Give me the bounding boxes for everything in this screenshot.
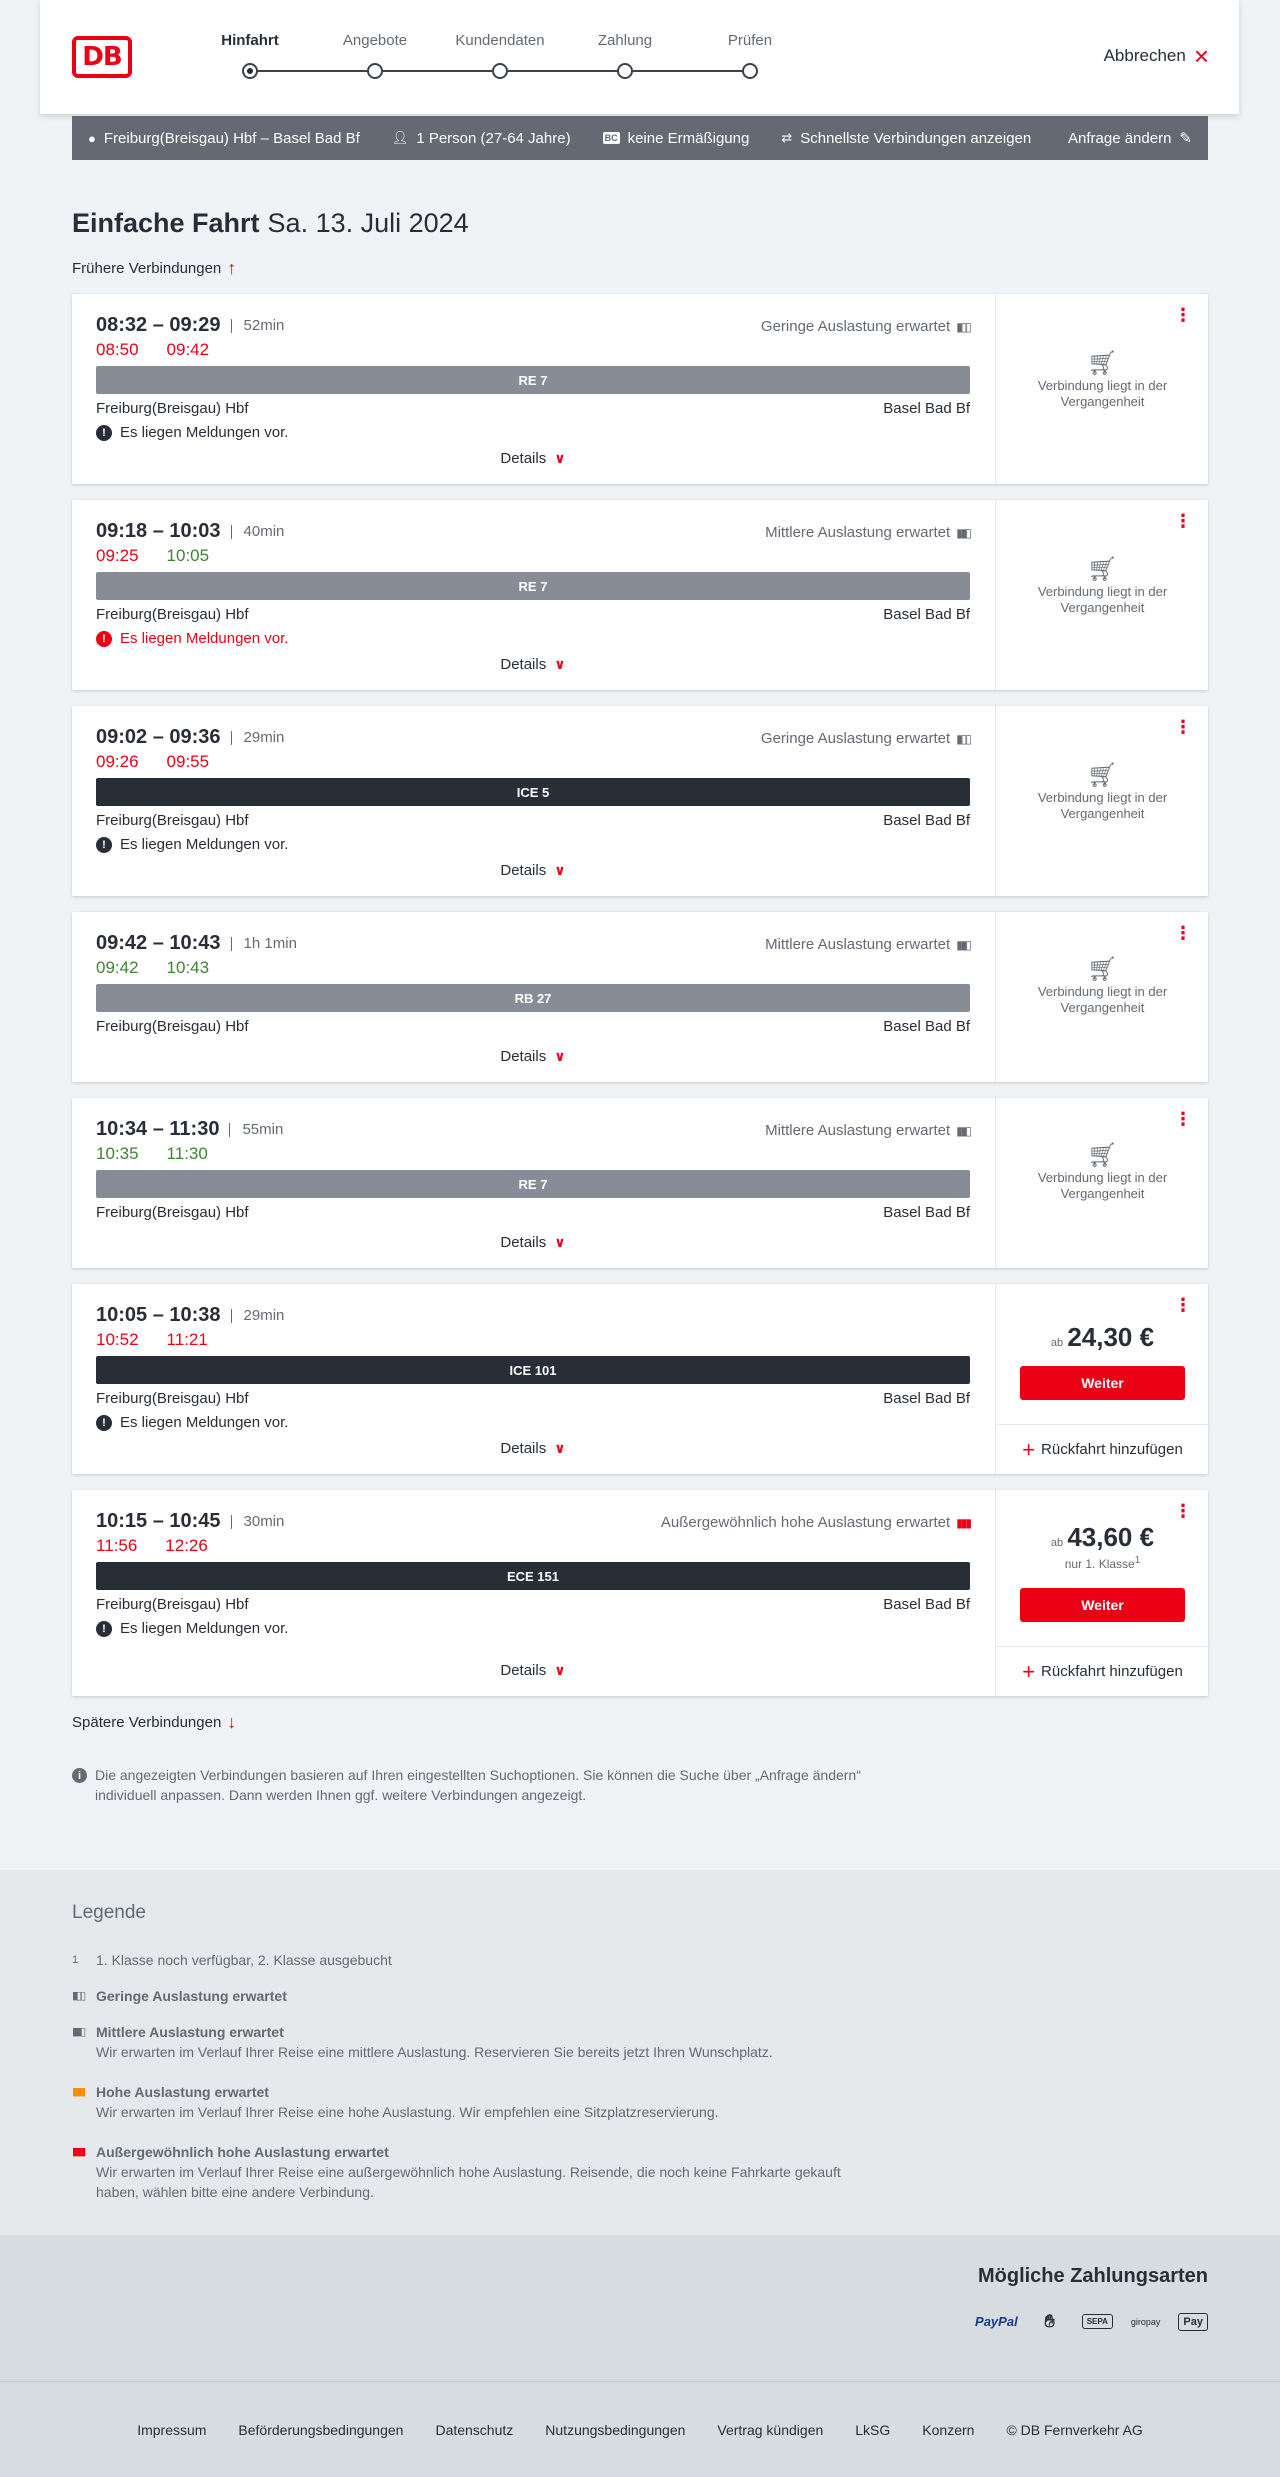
notice-message	[96, 630, 288, 647]
legend-row-title: Außergewöhnlich hohe Auslastung erwartet	[96, 2144, 389, 2160]
realtime-times	[96, 752, 209, 772]
load-text: Mittlere Auslastung erwartet	[765, 524, 951, 541]
chevron-down-icon: ∨	[554, 1662, 566, 1678]
realtime-departure: 09:25	[96, 546, 139, 565]
chevron-down-icon: ∨	[554, 656, 566, 672]
notice-text: Es liegen Meldungen vor.	[120, 1414, 289, 1431]
trip-type: Einfache Fahrt	[72, 208, 260, 238]
planned-time-range: 10:34 – 11:30	[96, 1118, 220, 1140]
arrival-station: Basel Bad Bf	[883, 606, 970, 623]
step-label: Kundendaten	[455, 32, 545, 49]
step-angebote	[305, 32, 445, 54]
past-text: Verbindung liegt in der Vergangenheit	[1037, 790, 1168, 821]
step-kundendaten	[430, 32, 570, 54]
exclamation-icon: !	[96, 425, 112, 441]
notice-text: Es liegen Meldungen vor.	[120, 630, 289, 647]
load-indicator	[761, 730, 970, 747]
realtime-arrival: 11:30	[166, 1144, 208, 1163]
plus-icon: +	[1022, 1436, 1036, 1462]
details-label: Details	[500, 1440, 547, 1457]
realtime-arrival: 12:26	[165, 1536, 208, 1555]
cancel-button[interactable]	[1103, 41, 1209, 71]
connection-card	[72, 1284, 1208, 1474]
legend-row	[72, 2022, 872, 2062]
load-indicator	[765, 936, 970, 953]
planned-time-range: 08:32 – 09:29	[96, 314, 221, 336]
discount-text: keine Ermäßigung	[627, 129, 750, 147]
payment-methods	[0, 2235, 1280, 2381]
connection-info[interactable]	[96, 1098, 970, 1268]
apple-pay-label: Pay	[1183, 2315, 1203, 2328]
connection-card	[72, 1098, 1208, 1268]
planned-times	[96, 1304, 284, 1327]
legend-row	[72, 1986, 872, 2006]
arrival-station: Basel Bad Bf	[883, 1390, 970, 1407]
bahncard-icon: BC	[604, 133, 618, 143]
footer-link-vertrag-kuendigen[interactable]: Vertrag kündigen	[717, 2422, 824, 2438]
chevron-down-icon: ∨	[554, 1048, 566, 1064]
planned-times	[96, 726, 284, 749]
footer-link-lksg[interactable]: LkSG	[855, 2422, 891, 2438]
train-line-bar[interactable]: ICE 5	[96, 778, 970, 806]
details-label: Details	[500, 1662, 547, 1679]
train-line-bar[interactable]: RE 7	[96, 1170, 970, 1198]
very-high-load-icon: ▮▮▮	[956, 1515, 970, 1530]
stations	[96, 1390, 970, 1407]
legend-row	[72, 2082, 872, 2122]
payment-icons	[975, 2311, 1208, 2332]
add-return-button[interactable]	[996, 1424, 1209, 1474]
step-label: Zahlung	[597, 32, 653, 49]
train-line-bar[interactable]: ICE 101	[96, 1356, 970, 1384]
more-options-icon[interactable]: ⋮	[1174, 1109, 1192, 1129]
cart-disabled-icon: 🛒︎	[1087, 350, 1118, 377]
medium-load-icon: ▮▮▯	[956, 1123, 970, 1138]
footer	[0, 2381, 1280, 2477]
weiter-button[interactable]: Weiter	[1020, 1366, 1185, 1400]
step-dot	[742, 63, 758, 79]
footer-link-konzern[interactable]: Konzern	[922, 2422, 975, 2438]
booking-stepper	[180, 32, 773, 82]
realtime-arrival: 09:55	[166, 752, 210, 771]
cart-disabled-icon: 🛒︎	[1087, 956, 1118, 983]
realtime-departure: 09:26	[96, 752, 139, 771]
past-text: Verbindung liegt in der Vergangenheit	[1037, 984, 1168, 1015]
planned-times	[96, 932, 297, 955]
arrival-station: Basel Bad Bf	[883, 1204, 970, 1221]
connection-info[interactable]	[96, 706, 970, 896]
class-note-footnote: 1	[1134, 1555, 1141, 1566]
footer-links	[0, 2422, 1280, 2438]
stations	[96, 400, 970, 417]
booking-panel	[995, 912, 1208, 1082]
notice-message	[96, 1414, 288, 1431]
high-load-icon: ▮▮▮	[72, 2086, 85, 2098]
duration: 1h 1min	[231, 937, 297, 951]
duration: 29min	[231, 1309, 285, 1323]
notice-message	[96, 836, 288, 853]
info-text: Die angezeigten Verbindungen basieren auf Ihren eingestellten Suchoptionen. Sie können die Suche über „Anfrage ändern“ individuell anpassen. Dann werden Ihnen ggf. weitere Verbindungen angezeigt.	[95, 1767, 861, 1803]
booking-panel	[995, 1490, 1208, 1696]
step-label: Prüfen	[727, 32, 773, 49]
person-icon: 👤︎	[391, 130, 409, 145]
pencil-icon: ✎	[1179, 130, 1192, 147]
past-text: Verbindung liegt in der Vergangenheit	[1037, 584, 1168, 615]
past-connection-notice	[996, 1142, 1209, 1202]
details-toggle[interactable]	[96, 450, 970, 467]
connection-info[interactable]	[96, 1284, 970, 1474]
class-note	[996, 1555, 1209, 1571]
more-options-icon[interactable]: ⋮	[1174, 717, 1192, 737]
connection-card	[72, 1490, 1208, 1696]
trip-date: Sa. 13. Juli 2024	[267, 208, 469, 238]
train-line-bar[interactable]: RB 27	[96, 984, 970, 1012]
past-connection-notice	[996, 556, 1209, 616]
legend-row-title: Geringe Auslastung erwartet	[96, 1988, 287, 2004]
low-load-icon: ▮▯▯	[956, 731, 970, 746]
stations	[96, 812, 970, 829]
load-text: Geringe Auslastung erwartet	[760, 730, 951, 747]
cart-disabled-icon: 🛒︎	[1087, 1142, 1118, 1169]
arrival-station: Basel Bad Bf	[883, 812, 970, 829]
step-hinfahrt[interactable]	[180, 32, 320, 54]
planned-times	[96, 1118, 283, 1141]
realtime-arrival: 09:42	[166, 340, 210, 359]
contactless-card-icon: ✋︎	[1044, 2311, 1055, 2331]
realtime-times	[96, 1330, 208, 1350]
footer-link-nutzungsbedingungen[interactable]: Nutzungsbedingungen	[545, 2422, 686, 2438]
realtime-arrival: 10:05	[166, 546, 210, 565]
later-label: Spätere Verbindungen	[72, 1714, 222, 1731]
details-label: Details	[500, 1048, 547, 1065]
price-prefix: ab	[1050, 1537, 1064, 1549]
step-dot	[617, 63, 633, 79]
load-text: Mittlere Auslastung erwartet	[765, 936, 951, 953]
arrival-station: Basel Bad Bf	[883, 1018, 970, 1035]
duration: 40min	[231, 525, 285, 539]
close-icon: ×	[1193, 41, 1209, 71]
route-summary[interactable]	[88, 130, 360, 147]
load-indicator	[761, 318, 970, 335]
step-label: Angebote	[342, 32, 408, 49]
more-options-icon[interactable]: ⋮	[1174, 1501, 1192, 1521]
legend-row	[72, 2142, 872, 2202]
step-zahlung	[555, 32, 695, 54]
persons-summary[interactable]	[392, 130, 571, 147]
legend-row-desc: Wir erwarten im Verlauf Ihrer Reise eine außergewöhnlich hohe Auslastung. Reisende, die noch keine Fahrkarte gekauft haben, wählen bitte eine andere Verbindung.	[96, 2164, 841, 2200]
departure-station: Freiburg(Breisgau) Hbf	[96, 1018, 249, 1035]
step-dot	[367, 63, 383, 79]
notice-text: Es liegen Meldungen vor.	[120, 424, 289, 441]
notice-message	[96, 1620, 288, 1637]
duration: 29min	[231, 731, 285, 745]
legend-row-title: Mittlere Auslastung erwartet	[96, 2024, 284, 2040]
price: 43,60 €	[1067, 1522, 1155, 1552]
footnote-marker: 1	[72, 1954, 79, 1966]
booking-panel	[995, 500, 1208, 690]
cart-disabled-icon: 🛒︎	[1087, 762, 1118, 789]
low-load-icon: ▮▯▯	[72, 1990, 85, 2002]
connection-card	[72, 706, 1208, 896]
earlier-label: Frühere Verbindungen	[72, 260, 222, 277]
connection-info[interactable]	[96, 1490, 970, 1696]
medium-load-icon: ▮▮▯	[956, 525, 970, 540]
legend-row	[72, 1950, 872, 1970]
more-options-icon[interactable]: ⋮	[1174, 1295, 1192, 1315]
planned-times	[96, 314, 284, 337]
cart-disabled-icon: 🛒︎	[1087, 556, 1118, 583]
step-label: Hinfahrt	[221, 32, 279, 49]
notice-message	[96, 424, 288, 441]
past-connection-notice	[996, 956, 1209, 1016]
stations	[96, 1596, 970, 1613]
load-text: Außergewöhnlich hohe Auslastung erwartet	[660, 1514, 951, 1531]
departure-station: Freiburg(Breisgau) Hbf	[96, 1204, 249, 1221]
earlier-connections-link[interactable]	[72, 258, 236, 279]
stations	[96, 606, 970, 623]
realtime-times	[96, 340, 209, 360]
realtime-departure: 10:35	[96, 1144, 139, 1163]
legend-row-title: Hohe Auslastung erwartet	[96, 2084, 269, 2100]
realtime-departure: 11:56	[96, 1536, 138, 1555]
medium-load-icon: ▮▮▯	[956, 937, 970, 952]
train-line-bar[interactable]: ECE 151	[96, 1562, 970, 1590]
notice-text: Es liegen Meldungen vor.	[120, 836, 289, 853]
price-block	[996, 1522, 1209, 1571]
plus-icon: +	[1022, 1658, 1036, 1684]
connection-info[interactable]	[96, 500, 970, 690]
booking-panel	[995, 706, 1208, 896]
low-load-icon: ▮▯▯	[956, 319, 970, 334]
load-text: Geringe Auslastung erwartet	[760, 318, 951, 335]
fastest-text: Schnellste Verbindungen anzeigen	[800, 129, 1032, 147]
change-request-button[interactable]	[1068, 129, 1192, 147]
planned-time-range: 09:42 – 10:43	[96, 932, 221, 954]
realtime-departure: 09:42	[96, 958, 139, 977]
legend-row-desc: Wir erwarten im Verlauf Ihrer Reise eine hohe Auslastung. Wir empfehlen eine Sitzplatzreservierung.	[96, 2104, 719, 2120]
fastest-summary[interactable]	[781, 130, 1031, 147]
price-prefix: ab	[1050, 1337, 1064, 1349]
chevron-down-icon: ∨	[554, 450, 566, 466]
details-toggle[interactable]	[96, 656, 970, 673]
realtime-arrival: 11:21	[166, 1330, 208, 1349]
departure-station: Freiburg(Breisgau) Hbf	[96, 1596, 249, 1613]
exclamation-icon: !	[96, 1621, 112, 1637]
load-indicator	[661, 1514, 970, 1531]
price: 24,30 €	[1067, 1322, 1155, 1352]
realtime-times	[96, 546, 209, 566]
realtime-times	[96, 1144, 208, 1164]
step-pruefen	[680, 32, 820, 54]
step-dot	[492, 63, 508, 79]
details-label: Details	[500, 1234, 547, 1251]
chevron-down-icon: ∨	[554, 862, 566, 878]
page-title	[72, 208, 469, 239]
weiter-button[interactable]: Weiter	[1020, 1588, 1185, 1622]
price-block	[996, 1322, 1209, 1353]
connection-info[interactable]	[96, 294, 970, 484]
departure-station: Freiburg(Breisgau) Hbf	[96, 1390, 249, 1407]
exclamation-icon: !	[96, 837, 112, 853]
route-text: Freiburg(Breisgau) Hbf – Basel Bad Bf	[103, 129, 360, 147]
booking-panel	[995, 294, 1208, 484]
legend	[0, 1870, 1280, 2235]
payment-title: Mögliche Zahlungsarten	[977, 2265, 1208, 2287]
notice-text: Es liegen Meldungen vor.	[120, 1620, 289, 1637]
add-return-label: Rückfahrt hinzufügen	[1041, 1663, 1183, 1680]
connection-info[interactable]	[96, 912, 970, 1082]
exclamation-icon: !	[96, 631, 112, 647]
discount-summary[interactable]	[603, 130, 750, 147]
very-high-load-icon: ▮▮▮	[72, 2146, 85, 2158]
load-text: Mittlere Auslastung erwartet	[765, 1122, 951, 1139]
planned-time-range: 10:05 – 10:38	[96, 1304, 221, 1326]
giropay-icon: giropay	[1130, 2316, 1161, 2327]
departure-station: Freiburg(Breisgau) Hbf	[96, 812, 249, 829]
medium-load-icon: ▮▮▯	[72, 2026, 85, 2038]
footer-copyright: © DB Fernverkehr AG	[1006, 2422, 1143, 2438]
connection-card	[72, 500, 1208, 690]
db-logo[interactable]: DB	[72, 36, 132, 78]
location-pin-icon: ●	[88, 130, 96, 146]
step-dot-active	[242, 63, 258, 79]
realtime-departure: 10:52	[96, 1330, 139, 1349]
exclamation-icon: !	[96, 1415, 112, 1431]
duration: 52min	[231, 319, 285, 333]
duration: 55min	[229, 1123, 283, 1137]
planned-time-range: 09:02 – 09:36	[96, 726, 221, 748]
connection-card	[72, 912, 1208, 1082]
legend-row-title: 1. Klasse noch verfügbar, 2. Klasse ausgebucht	[96, 1952, 392, 1968]
departure-station: Freiburg(Breisgau) Hbf	[96, 400, 249, 417]
chevron-down-icon: ∨	[554, 1234, 566, 1250]
details-toggle[interactable]	[96, 862, 970, 879]
past-connection-notice	[996, 350, 1209, 410]
details-label: Details	[500, 656, 547, 673]
cancel-label: Abbrechen	[1103, 46, 1186, 65]
change-request-label: Anfrage ändern	[1068, 129, 1172, 147]
later-connections-link[interactable]	[72, 1712, 236, 1733]
load-indicator	[765, 524, 970, 541]
details-toggle[interactable]	[96, 1662, 970, 1679]
connection-card	[72, 294, 1208, 484]
departure-station: Freiburg(Breisgau) Hbf	[96, 606, 249, 623]
stations	[96, 1018, 970, 1035]
planned-times	[96, 1510, 284, 1533]
booking-panel	[995, 1284, 1208, 1474]
add-return-label: Rückfahrt hinzufügen	[1041, 1441, 1183, 1458]
add-return-button[interactable]	[996, 1646, 1209, 1696]
realtime-departure: 08:50	[96, 340, 139, 359]
train-line-bar[interactable]: RE 7	[96, 366, 970, 394]
header	[40, 0, 1239, 114]
arrow-down-icon: ↓	[227, 1712, 237, 1732]
apple-pay-icon	[1178, 2313, 1208, 2331]
legend-title: Legende	[72, 1902, 146, 1923]
booking-panel	[995, 1098, 1208, 1268]
realtime-times	[96, 1536, 208, 1556]
footer-link-datenschutz[interactable]: Datenschutz	[435, 2422, 514, 2438]
arrow-up-icon: ↑	[227, 258, 237, 278]
sepa-icon: SEPA	[1082, 2314, 1113, 2329]
past-text: Verbindung liegt in der Vergangenheit	[1037, 378, 1168, 409]
stations	[96, 1204, 970, 1221]
details-toggle[interactable]	[96, 1440, 970, 1457]
duration: 30min	[231, 1515, 285, 1529]
past-connection-notice	[996, 762, 1209, 822]
arrival-station: Basel Bad Bf	[883, 400, 970, 417]
chevron-down-icon: ∨	[554, 1440, 566, 1456]
details-toggle[interactable]	[96, 1234, 970, 1251]
details-toggle[interactable]	[96, 1048, 970, 1065]
arrival-station: Basel Bad Bf	[883, 1596, 970, 1613]
legend-row-desc: Wir erwarten im Verlauf Ihrer Reise eine mittlere Auslastung. Reservieren Sie bereits jetzt Ihren Wunschplatz.	[96, 2044, 773, 2060]
footer-link-impressum[interactable]: Impressum	[137, 2422, 207, 2438]
persons-text: 1 Person (27-64 Jahre)	[416, 129, 571, 147]
load-indicator	[765, 1122, 970, 1139]
search-info-note	[72, 1765, 862, 1805]
class-note-text: nur 1. Klasse	[1064, 1557, 1135, 1571]
search-summary-bar	[72, 116, 1208, 160]
past-text: Verbindung liegt in der Vergangenheit	[1037, 1170, 1168, 1201]
more-options-icon[interactable]: ⋮	[1174, 923, 1192, 943]
realtime-times	[96, 958, 209, 978]
paypal-icon: PayPal	[975, 2314, 1018, 2329]
planned-times	[96, 520, 284, 543]
swap-arrows-icon: ⇄	[781, 130, 793, 145]
planned-time-range: 10:15 – 10:45	[96, 1510, 221, 1532]
details-label: Details	[500, 862, 547, 879]
more-options-icon[interactable]: ⋮	[1174, 305, 1192, 325]
footer-link-befoerderungsbedingungen[interactable]: Beförderungsbedingungen	[238, 2422, 404, 2438]
more-options-icon[interactable]: ⋮	[1174, 511, 1192, 531]
train-line-bar[interactable]: RE 7	[96, 572, 970, 600]
info-icon: i	[72, 1768, 87, 1783]
realtime-arrival: 10:43	[166, 958, 210, 977]
details-label: Details	[500, 450, 547, 467]
planned-time-range: 09:18 – 10:03	[96, 520, 221, 542]
